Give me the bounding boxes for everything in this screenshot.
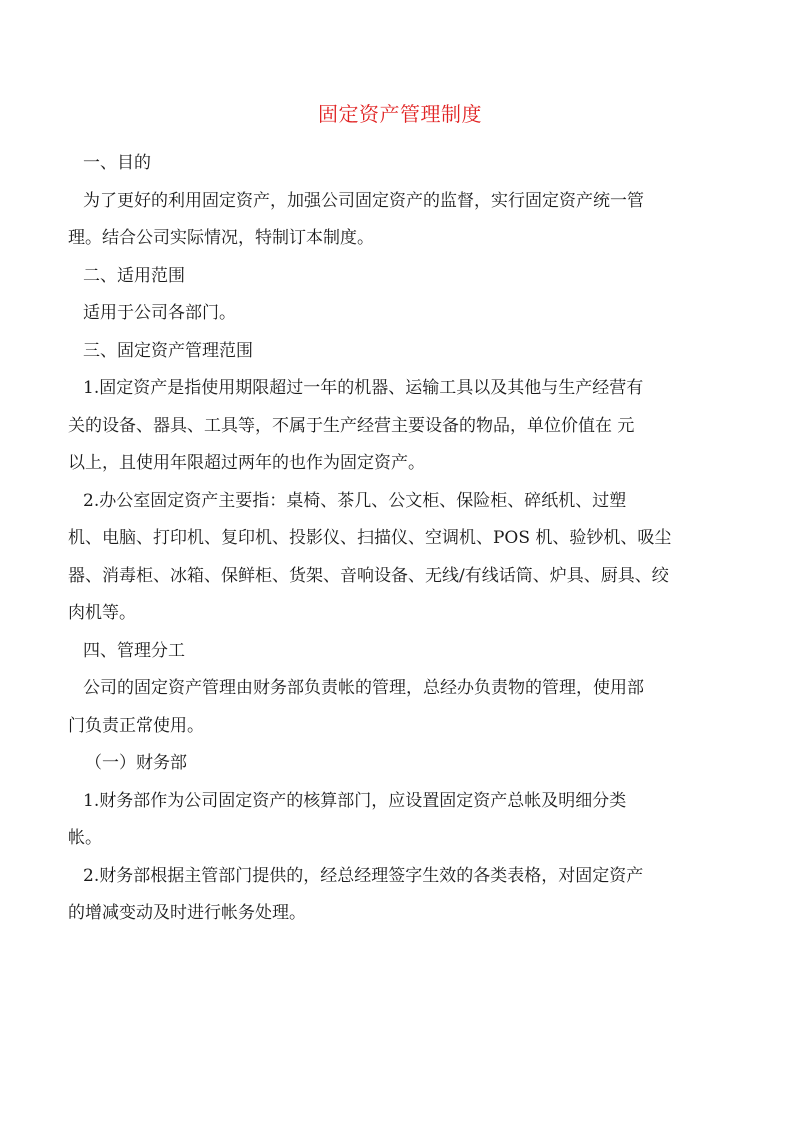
section-heading-asset-scope: 三、固定资产管理范围 <box>83 340 253 361</box>
paragraph-line: 适用于公司各部门。 <box>83 303 236 323</box>
paragraph-line: 公司的固定资产管理由财务部负责帐的管理，总经办负责物的管理，使用部 <box>83 678 644 698</box>
document-body <box>68 145 756 933</box>
paragraph-line: 理。结合公司实际情况，特制订本制度。 <box>68 228 374 248</box>
paragraph-line: 门负责正常使用。 <box>68 715 204 736</box>
document-title: 固定资产管理制度 <box>318 102 482 126</box>
list-item-line: 肉机等。 <box>68 603 136 623</box>
list-item-line: 2.财务部根据主管部门提供的，经总经理签字生效的各类表格，对固定资产 <box>83 865 644 886</box>
list-item-line: 帐。 <box>68 828 102 848</box>
list-item-line: 以上，且使用年限超过两年的也作为固定资产。 <box>68 453 425 473</box>
list-item-line: 的增减变动及时进行帐务处理。 <box>68 903 306 923</box>
list-item-line: 1.财务部作为公司固定资产的核算部门，应设置固定资产总帐及明细分类 <box>83 790 627 811</box>
paragraph-line: 为了更好的利用固定资产，加强公司固定资产的监督，实行固定资产统一管 <box>83 190 644 211</box>
list-item-line: 器、消毒柜、冰箱、保鲜柜、货架、音响设备、无线/有线话筒、炉具、厨具、绞 <box>68 565 669 586</box>
list-item-line: 关的设备、器具、工具等，不属于生产经营主要设备的物品，单位价值在 元 <box>68 415 635 436</box>
list-item-line: 2.办公室固定资产主要指：桌椅、茶几、公文柜、保险柜、碎纸机、过塑 <box>83 490 627 511</box>
list-item-line: 机、电脑、打印机、复印机、投影仪、扫描仪、空调机、POS 机、验钞机、吸尘 <box>68 528 672 548</box>
section-heading-scope: 二、适用范围 <box>83 265 185 286</box>
subsection-heading-finance: （一）财务部 <box>85 753 187 773</box>
list-item-line: 1.固定资产是指使用期限超过一年的机器、运输工具以及其他与生产经营有 <box>83 378 644 398</box>
section-heading-division: 四、管理分工 <box>83 640 185 661</box>
section-heading-purpose: 一、目的 <box>83 153 151 173</box>
